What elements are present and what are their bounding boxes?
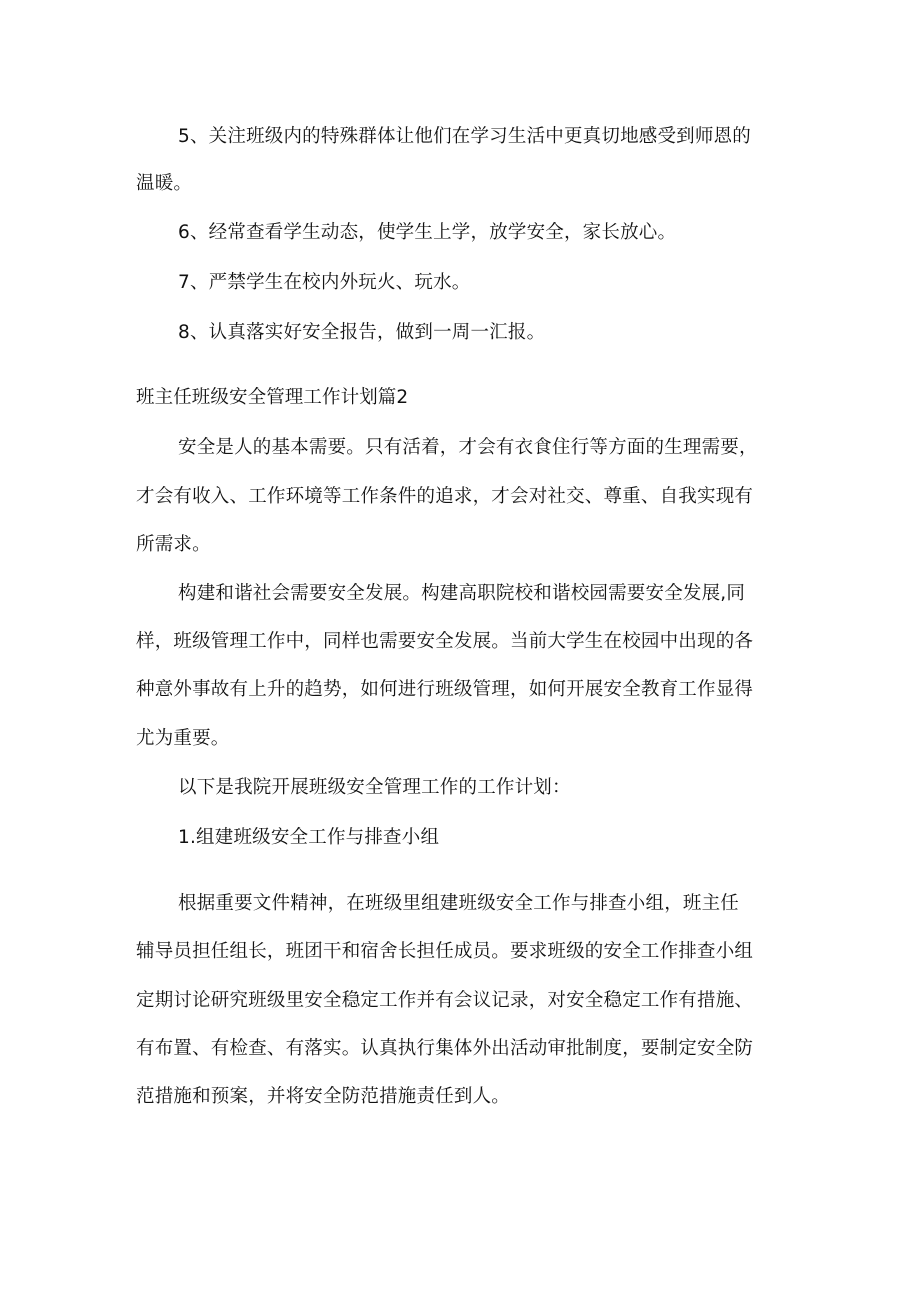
- list-item-5-line-2: 温暖。: [136, 173, 193, 194]
- paragraph-2-line-1: 构建和谐社会需要安全发展。构建高职院校和谐校园需要安全发展,同: [178, 583, 746, 604]
- paragraph-2-line-2: 样，班级管理工作中，同样也需要安全发展。当前大学生在校园中出现的各: [136, 631, 754, 652]
- list-item-7: 7、严禁学生在校内外玩火、玩水。: [178, 272, 471, 293]
- list-item-8: 8、认真落实好安全报告，做到一周一汇报。: [178, 322, 546, 343]
- paragraph-2-line-3: 种意外事故有上升的趋势，如何进行班级管理，如何开展安全教育工作显得: [136, 679, 754, 700]
- paragraph-1-line-1: 安全是人的基本需要。只有活着，才会有衣食住行等方面的生理需要，: [178, 437, 758, 458]
- paragraph-2-line-4: 尤为重要。: [136, 728, 230, 749]
- section-heading: 班主任班级安全管理工作计划篇2: [136, 387, 409, 408]
- paragraph-3: 以下是我院开展班级安全管理工作的工作计划：: [178, 777, 571, 798]
- subheading-1: 1.组建班级安全工作与排查小组: [178, 827, 440, 848]
- paragraph-1-line-3: 所需求。: [136, 534, 211, 555]
- list-item-5-line-1: 5、关注班级内的特殊群体让他们在学习生活中更真切地感受到师恩的: [178, 126, 751, 147]
- paragraph-1-line-2: 才会有收入、工作环境等工作条件的追求，才会对社交、尊重、自我实现有: [136, 486, 754, 507]
- paragraph-4-line-5: 范措施和预案，并将安全防范措施责任到人。: [136, 1086, 511, 1107]
- paragraph-4-line-4: 有布置、有检查、有落实。认真执行集体外出活动审批制度，要制定安全防: [136, 1038, 754, 1059]
- paragraph-4-line-2: 辅导员担任组长，班团干和宿舍长担任成员。要求班级的安全工作排查小组: [136, 941, 754, 962]
- list-item-6: 6、经常查看学生动态，使学生上学，放学安全，家长放心。: [178, 222, 677, 243]
- paragraph-4-line-1: 根据重要文件精神，在班级里组建班级安全工作与排查小组，班主任: [178, 893, 740, 914]
- paragraph-4-line-3: 定期讨论研究班级里安全稳定工作并有会议记录，对安全稳定工作有措施、: [136, 990, 754, 1011]
